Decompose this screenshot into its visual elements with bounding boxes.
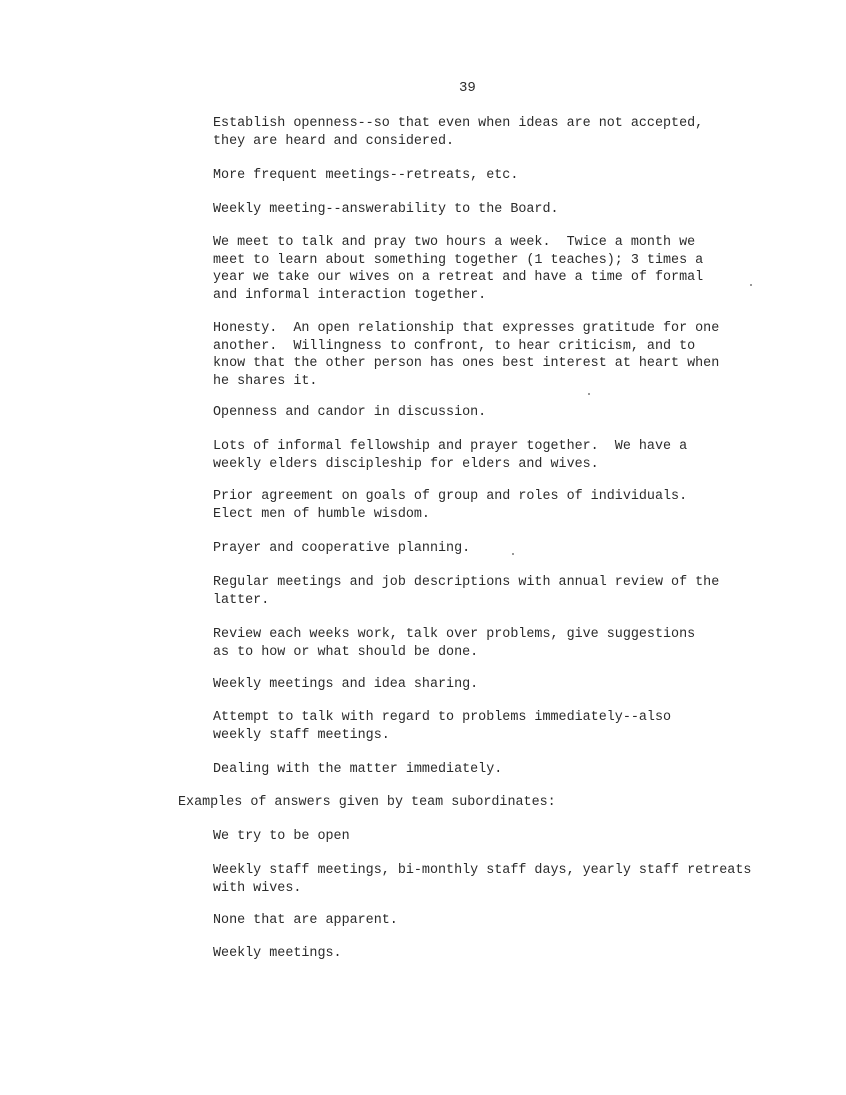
leader-answer-11: Review each weeks work, talk over problems, give suggestions as to how or what should be done.	[213, 627, 696, 660]
subordinate-answer-1: We try to be open	[213, 829, 350, 844]
scan-speck	[588, 393, 590, 395]
leader-answer-9: Prayer and cooperative planning.	[213, 541, 471, 556]
leader-answer-14: Dealing with the matter immediately.	[213, 762, 503, 777]
scan-speck	[512, 553, 514, 555]
leader-answer-1: Establish openness--so that even when ideas are not accepted, they are heard and considered.	[213, 116, 704, 149]
leader-answer-2: More frequent meetings--retreats, etc.	[213, 168, 519, 183]
subordinate-answer-2: Weekly staff meetings, bi-monthly staff days, yearly staff retreats with wives.	[213, 863, 752, 896]
subordinate-answer-3: None that are apparent.	[213, 913, 398, 928]
scan-speck	[750, 284, 752, 286]
leader-answer-13: Attempt to talk with regard to problems immediately--also weekly staff meetings.	[213, 710, 672, 743]
leader-answer-5: Honesty. An open relationship that expresses gratitude for one another. Willingness to confront, to hear criticism, and to know that the other person has ones best interest at heart when he shares it.	[213, 321, 720, 389]
leader-answer-10: Regular meetings and job descriptions with annual review of the latter.	[213, 575, 720, 608]
leader-answer-8: Prior agreement on goals of group and roles of individuals. Elect men of humble wisdom.	[213, 489, 688, 522]
subordinate-answer-4: Weekly meetings.	[213, 946, 342, 961]
leader-answer-7: Lots of informal fellowship and prayer together. We have a weekly elders discipleship for elders and wives.	[213, 439, 688, 472]
leader-answer-3: Weekly meeting--answerability to the Board.	[213, 202, 559, 217]
leader-answer-12: Weekly meetings and idea sharing.	[213, 677, 479, 692]
page-number: 39	[459, 80, 476, 96]
subordinates-heading: Examples of answers given by team subordinates:	[178, 795, 556, 810]
leader-answer-6: Openness and candor in discussion.	[213, 405, 487, 420]
leader-answer-4: We meet to talk and pray two hours a week. Twice a month we meet to learn about something together (1 teaches); 3 times a year we take our wives on a retreat and have a time of formal and informal interaction together.	[213, 235, 704, 303]
